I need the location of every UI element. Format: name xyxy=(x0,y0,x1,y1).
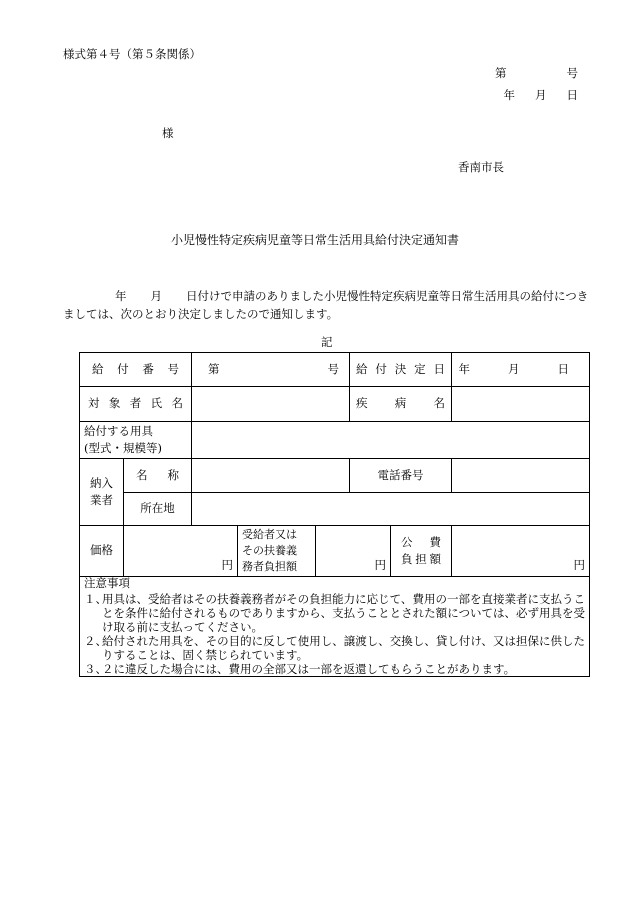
notice-body xyxy=(63,287,590,323)
body-month: 月 xyxy=(150,289,162,303)
price-yen-unit: 円 xyxy=(221,558,233,573)
notes-title: 注意事項 xyxy=(84,576,130,590)
table-row xyxy=(80,387,590,422)
public-burden-yen-unit: 円 xyxy=(573,558,586,573)
recipient-burden-label-line1: 受給者又は xyxy=(242,528,297,542)
price-label: 価格 xyxy=(90,543,113,558)
notes-section xyxy=(80,577,590,677)
supplier-address-label: 所在地 xyxy=(140,501,175,516)
decision-date-value-cell[interactable] xyxy=(452,353,590,387)
subject-name-value-cell[interactable] xyxy=(192,387,350,422)
grant-details-table xyxy=(79,352,590,677)
addressee-honorific: 様 xyxy=(162,126,174,140)
public-burden-value-cell[interactable] xyxy=(452,526,590,577)
decision-date-label-cell xyxy=(350,353,452,387)
subject-name-label: 対象者氏名 xyxy=(88,396,183,411)
decision-date-label: 給付決定日 xyxy=(356,361,446,376)
recipient-burden-label-line3: 務者負担額 xyxy=(242,559,297,573)
supplier-label-line1: 納入 xyxy=(90,476,113,491)
table-row xyxy=(80,422,590,459)
note-text: ２に違反した場合には、費用の全部又は一部を返還してもらうことがあります。 xyxy=(102,661,516,676)
note-text: 用具は、受給者はその扶養義務者がその負担能力に応じて、費用の一部を直接業者に支払うことを条件に給付されるものでありますから、支払うこととされた額については、必ず用具を受け取る前に支払ってください。 xyxy=(102,591,586,634)
grant-number-prefix: 第 xyxy=(208,361,220,376)
subject-name-label-cell xyxy=(80,387,192,422)
supplier-name-value-cell[interactable] xyxy=(192,459,350,493)
note-number: ２、 xyxy=(84,633,107,648)
supplier-phone-label-cell xyxy=(350,459,452,493)
note-item xyxy=(84,634,585,662)
note-item xyxy=(84,592,585,634)
document-date-month: 月 xyxy=(535,88,547,102)
supplier-name-label: 名称 xyxy=(136,467,179,482)
supplier-label-cell xyxy=(80,459,124,526)
recipient-burden-label-line2: その扶養義 xyxy=(242,544,297,558)
public-burden-label-line1: 公費 xyxy=(401,535,442,550)
table-row xyxy=(80,459,590,493)
table-row xyxy=(80,493,590,526)
grant-number-label-cell xyxy=(80,353,192,387)
table-row xyxy=(80,353,590,387)
supplier-address-value-cell[interactable] xyxy=(192,493,590,526)
document-title: 小児慢性特定疾病児童等日常生活用具給付決定通知書 xyxy=(170,233,459,247)
supplier-phone-label: 電話番号 xyxy=(377,467,424,482)
public-burden-label-cell xyxy=(391,526,452,577)
table-row xyxy=(80,526,590,577)
note-number: １、 xyxy=(84,591,107,606)
supplier-name-label-cell xyxy=(124,459,192,493)
document-number-prefix: 第 xyxy=(495,66,507,80)
decision-date-year: 年 xyxy=(458,361,471,376)
disease-value-cell[interactable] xyxy=(452,387,590,422)
recipient-burden-yen-unit: 円 xyxy=(374,558,387,573)
decision-date-day: 日 xyxy=(557,361,570,376)
ki-label: 記 xyxy=(321,335,333,349)
equipment-label: 給付する用具 xyxy=(84,424,153,439)
body-text-rest: 日付けで申請のありました小児慢性特定疾病児童等日常生活用具の給付につきましては、次のとおり決定しましたので通知します。 xyxy=(63,289,589,321)
supplier-address-label-cell xyxy=(124,493,192,526)
document-date-day: 日 xyxy=(566,88,578,102)
note-number: ３、 xyxy=(84,661,107,676)
recipient-burden-label-cell xyxy=(238,526,316,577)
document-number-line xyxy=(495,67,578,81)
grant-number-label: 給付番号 xyxy=(92,361,179,376)
disease-label-cell xyxy=(350,387,452,422)
disease-label: 疾病名 xyxy=(356,396,446,411)
document-number-suffix: 号 xyxy=(566,66,578,80)
grant-number-suffix: 号 xyxy=(327,361,340,376)
issuer-name: 香南市長 xyxy=(458,160,504,174)
document-date-year: 年 xyxy=(503,88,515,102)
note-item xyxy=(84,662,585,676)
form-number: 様式第４号（第５条関係） xyxy=(63,47,201,61)
public-burden-label-line2: 負担額 xyxy=(401,552,442,566)
document-date-line xyxy=(504,89,579,103)
table-row xyxy=(80,577,590,677)
price-label-cell xyxy=(80,526,124,577)
price-value-cell[interactable] xyxy=(124,526,238,577)
supplier-phone-value-cell[interactable] xyxy=(452,459,590,493)
recipient-burden-value-cell[interactable] xyxy=(316,526,391,577)
equipment-label-cell xyxy=(80,422,192,459)
supplier-label-line2: 業者 xyxy=(90,493,113,507)
equipment-value-cell[interactable] xyxy=(192,422,590,459)
body-year: 年 xyxy=(115,289,127,303)
grant-number-value-cell[interactable] xyxy=(192,353,350,387)
equipment-label-note: (型式・規模等) xyxy=(84,441,162,455)
note-text: 給付された用具を、その目的に反して使用し、譲渡し、交換し、貸し付け、又は担保に供したりすることは、固く禁じられています。 xyxy=(102,633,586,662)
decision-date-month: 月 xyxy=(508,361,520,376)
